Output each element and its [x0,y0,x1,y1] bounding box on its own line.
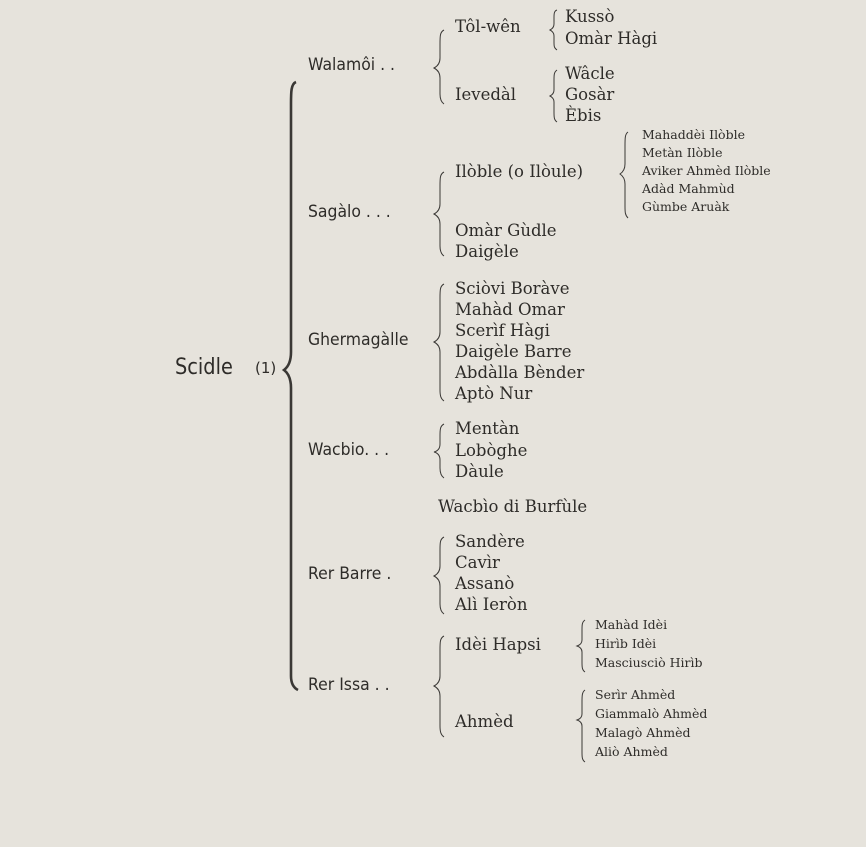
subgroup-idei-hapsi: Idèi Hapsi [455,635,541,654]
walamoi-brace [434,30,444,104]
lineage-adad-mahmud: Adàd Mahmùd [642,181,735,196]
group-rer-issa: Rer Issa . . [308,675,390,695]
lineage-giammalo-ahmed: Giammalò Ahmèd [595,706,708,721]
sagalo-brace [434,172,444,256]
iloble-brace [620,132,628,218]
subgroup-cavir: Cavìr [455,553,500,572]
lineage-malago-ahmed: Malagò Ahmèd [595,725,691,740]
lineage-aviker-ahmed-iloble: Aviker Ahmèd Ilòble [642,163,771,178]
lineage-wacle: Wâcle [565,64,615,83]
group-walamoi: Walamôi . . [308,55,396,75]
ahmed-brace [577,690,585,762]
subgroup-mentan: Mentàn [455,419,520,438]
subgroup-sciovi-borave: Sciòvi Boràve [455,279,570,298]
subgroup-sandere: Sandère [455,532,525,551]
root-name: Scidle [175,355,233,380]
lineage-hirib-idei: Hirìb Idèi [595,636,657,651]
group-rer-barre: Rer Barre . [308,564,392,584]
lineage-gumbe-aruak: Gùmbe Aruàk [642,199,730,214]
subgroup-ahmed: Ahmèd [455,712,514,731]
rer-issa-brace [434,636,444,737]
lineage-alio-ahmed: Aliò Ahmèd [595,744,668,759]
ghermagalle-brace [434,284,444,401]
subgroup-iloble: Ilòble (o Ilòule) [455,162,584,181]
rer-barre-brace [434,537,444,614]
group-ghermagalle: Ghermagàlle [308,330,409,350]
subgroup-omar-gudle: Omàr Gùdle [455,221,557,240]
lineage-ebis: Èbis [565,106,602,125]
ievedal-brace [550,70,557,122]
subgroup-assano: Assanò [455,574,515,593]
root-brace [284,82,298,690]
subgroup-tolwen: Tôl-wên [455,17,521,36]
group-sagalo: Sagàlo . . . [308,202,391,222]
tolwen-brace [550,10,557,50]
subgroup-daigele: Daigèle [455,242,519,261]
subgroup-wacbio-di-burfule: Wacbìo di Burfùle [438,497,588,516]
lineage-metan-iloble: Metàn Ilòble [642,145,723,160]
subgroup-ali-ieron: Alì Ieròn [455,595,528,614]
lineage-kusso: Kussò [565,7,615,26]
subgroup-scerif-hagi: Scerìf Hàgi [455,321,550,340]
root-footnote: (1) [255,359,277,377]
lineage-gosar: Gosàr [565,85,615,104]
wacbio-brace [434,424,444,478]
subgroup-abdalla-bender: Abdàlla Bènder [455,363,585,382]
lineage-omar-hagi: Omàr Hàgi [565,29,658,48]
idei-hapsi-brace [577,620,585,672]
subgroup-daule: Dàule [455,462,504,481]
lineage-mahad-idei: Mahàd Idèi [595,617,668,632]
lineage-serir-ahmed: Serìr Ahmèd [595,687,676,702]
lineage-masciuscio-hirib: Masciusciò Hirìb [595,655,703,670]
subgroup-ievedal: Ievedàl [455,85,517,104]
lineage-mahaddei-iloble: Mahaddèi Ilòble [642,127,745,142]
subgroup-mahad-omar: Mahàd Omar [455,300,565,319]
subgroup-loboghe: Lobòghe [455,441,528,460]
group-wacbio: Wacbio. . . [308,440,390,460]
subgroup-apto-nur: Aptò Nur [455,384,533,403]
subgroup-daigele-barre: Daigèle Barre [455,342,572,361]
